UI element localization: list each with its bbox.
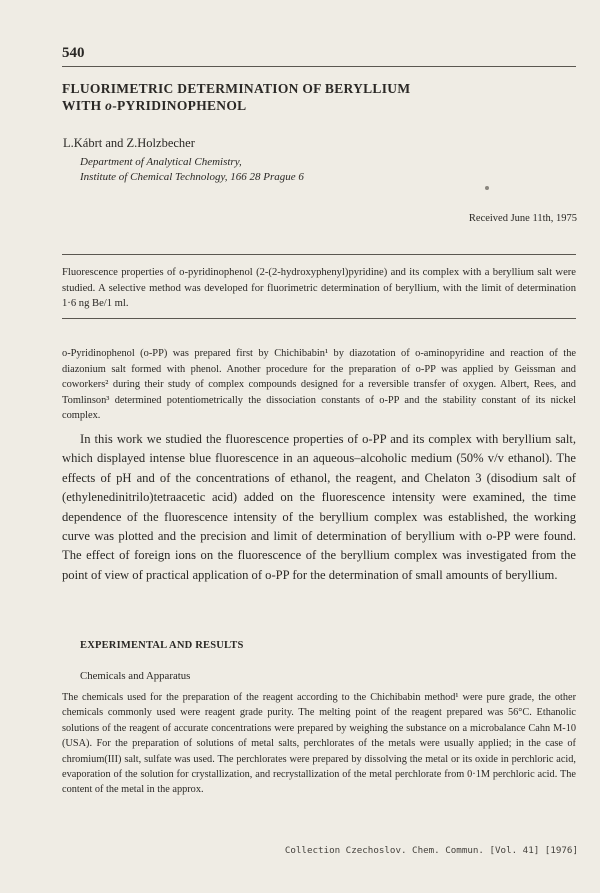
body-paragraph: In this work we studied the fluorescence properties of o-PP and its complex with beryllium salt, which displayed intense blue fluorescence in an aqueous–alcoholic medium (50% v/v ethanol). The effects of pH and of the concentrations of ethanol, the reagent, and Chelaton 3 (disodium salt of (ethylenedinitrilo)tetraacetic acid) added on the fluorescence intensity were examined, the time dependence of the fluorescence intensity of the beryllium complex was established, the working curve was plotted and the precision and limit of determination of beryllium with o-PP were found. The effect of foreign ions on the fluorescence of the beryllium complex was investigated from the point of view of practical application of o-PP for the determination of small amounts of beryllium. xyxy=(62,432,576,582)
authors: L.Kábrt and Z.Holzbecher xyxy=(63,136,195,150)
article-title xyxy=(62,80,542,114)
title-line-2-suffix: -PYRIDINOPHENOL xyxy=(112,98,247,113)
page-number: 540 xyxy=(62,45,85,61)
abstract-top-rule xyxy=(62,254,576,255)
journal-citation: Collection Czechoslov. Chem. Commun. [Vol. 41] [1976] xyxy=(284,845,578,856)
title-line-2-italic: o xyxy=(105,98,113,113)
subsection-heading: Chemicals and Apparatus xyxy=(80,670,191,682)
title-line-1: FLUORIMETRIC DETERMINATION OF BERYLLIUM xyxy=(62,81,411,96)
affiliation-line-2: Institute of Chemical Technology, 166 28 Prague 6 xyxy=(80,171,304,183)
title-line-2-prefix: WITH xyxy=(62,98,106,113)
affiliation-line-1: Department of Analytical Chemistry, xyxy=(80,156,242,168)
abstract-bottom-rule xyxy=(62,318,576,319)
abstract: Fluorescence properties of o-pyridinophenol (2-(2-hydroxyphenyl)pyridine) and its complex with a beryllium salt were studied. A selective method was developed for fluorimetric determination of beryllium, with the limit of determination 1·6 ng Be/1 ml. xyxy=(62,267,576,309)
received-date: Received June 11th, 1975 xyxy=(468,213,577,224)
intro-paragraph: o-Pyridinophenol (o-PP) was prepared first by Chichibabin¹ by diazotation of o-aminopyridine and reaction of the diazonium salt formed with phenol. Another procedure for the preparation of o-PP was applied by Geissman and coworkers² during their study of complex compounds designed for a reversible transfer of oxygen. Albert, Rees, and Tomlinson³ determined potentiometrically the dissociation constants of o-PP and the stability constant of its nickel complex. xyxy=(62,348,576,422)
print-speck xyxy=(485,186,489,190)
affiliation xyxy=(80,155,304,185)
section-heading: EXPERIMENTAL AND RESULTS xyxy=(80,640,244,651)
header-rule xyxy=(62,66,576,67)
title-line-2 xyxy=(62,97,542,114)
experimental-paragraph: The chemicals used for the preparation of the reagent according to the Chichibabin method¹ were pure grade, the other chemicals commonly used were reagent grade purity. The melting point of the reagent prepared was 56°C. Ethanolic solutions of the reagent of accurate concentrations were prepared by weighing the substance on a microbalance Cahn M-10 (USA). For the preparation of solutions of metal salts, perchlorates of the metals were usually applied; in the case of chromium(III) salt, sulfate was used. The perchlorates were prepared by dissolving the metal or its oxide in perchloric acid, evaporation of the solution for crystallization, and recrystallization of the metal perchlorate from 0·1M perchloric acid. The content of the metal in the approx. xyxy=(62,692,576,796)
